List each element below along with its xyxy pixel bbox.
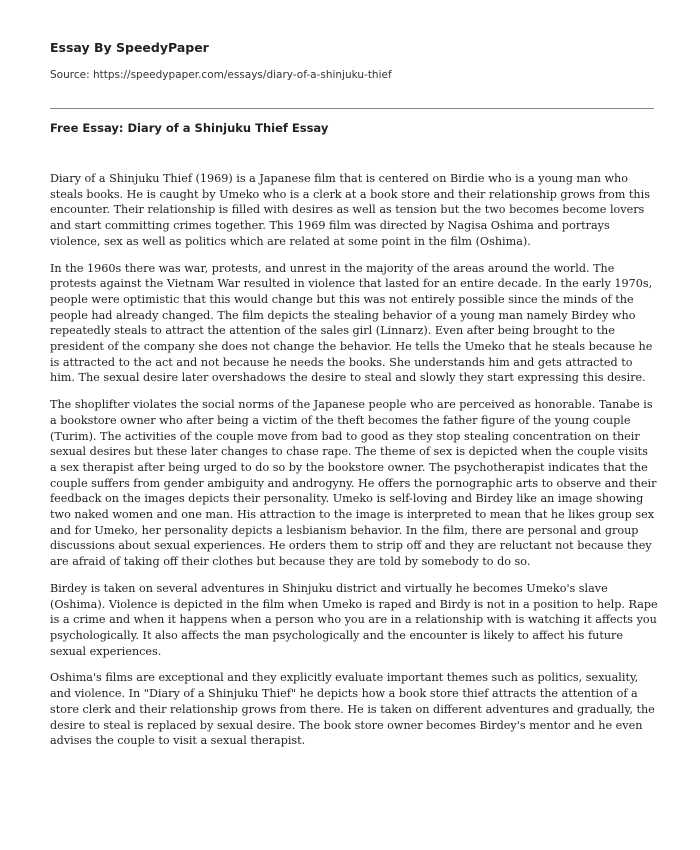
essay-paragraph: Oshima's films are exceptional and they explicitly evaluate important themes such as politics, sexuality, and violence. In "Diary of a Shinjuku Thief" he depicts how a book store thief attracts the attention of a store clerk and their relationship grows from there. He is taken on different adventures and gradually, the desire to steal is replaced by sexual desire. The book store owner becomes Birdey's mentor and he even advises the couple to visit a sexual therapist.	[50, 671, 655, 748]
essay-title: Free Essay: Diary of a Shinjuku Thief Essay	[50, 121, 329, 135]
essay-paragraph: In the 1960s there was war, protests, and unrest in the majority of the areas around the world. The protests against the Vietnam War resulted in violence that lasted for an entire decade. In the early 1970s, people were optimistic that this would change but this was not entirely possible since the minds of the people had already changed. The film depicts the stealing behavior of a young man namely Birdey who repeatedly steals to attract the attention of the sales girl (Linnarz). Even after being brought to the president of the company she does not change the behavior. He tells the Umeko that he steals because he is attracted to the act and not because he needs the books. She understands him and gets attracted to him. The sexual desire later overshadows the desire to steal and slowly they start expressing this desire.	[50, 261, 653, 385]
header-divider	[50, 108, 654, 109]
source-line: Source: https://speedypaper.com/essays/diary-of-a-shinjuku-thief	[50, 69, 392, 81]
essay-paragraph: Birdey is taken on several adventures in Shinjuku district and virtually he becomes Umeko's slave (Oshima). Violence is depicted in the film when Umeko is raped and Birdy is not in a position to help. Rape is a crime and when it happens when a person who you are in a relationship with is watching it affects you psychologically. It also affects the man psychologically and the encounter is likely to affect his future sexual experiences.	[50, 581, 658, 658]
essay-body	[50, 171, 658, 760]
essay-paragraph: Diary of a Shinjuku Thief (1969) is a Japanese film that is centered on Birdie who is a young man who steals books. He is caught by Umeko who is a clerk at a book store and their relationship grows from this encounter. Their relationship is filled with desires as well as tension but the two becomes become lovers and start committing crimes together. This 1969 film was directed by Nagisa Oshima and portrays violence, sex as well as politics which are related at some point in the film (Oshima).	[50, 172, 650, 248]
brand-title: Essay By SpeedyPaper	[50, 40, 209, 55]
essay-paragraph: The shoplifter violates the social norms of the Japanese people who are perceived as honorable. Tanabe is a bookstore owner who after being a victim of the theft becomes the father figure of the young couple (Turim). The activities of the couple move from bad to good as they stop stealing concentration on their sexual desires but these later changes to chase rape. The theme of sex is depicted when the couple visits a sex therapist after being urged to do so by the bookstore owner. The psychotherapist indicates that the couple suffers from gender ambiguity and androgyny. He offers the pornographic arts to observe and their feedback on the images depicts their personality. Umeko is self-loving and Birdey like an image showing two naked women and one man. His attraction to the image is interpreted to mean that he likes group sex and for Umeko, her personality depicts a lesbianism behavior. In the film, there are personal and group discussions about sexual experiences. He orders them to strip off and they are reluctant not because they are afraid of taking off their clothes but because they are told by somebody to do so.	[50, 398, 657, 569]
document-header	[50, 40, 654, 81]
